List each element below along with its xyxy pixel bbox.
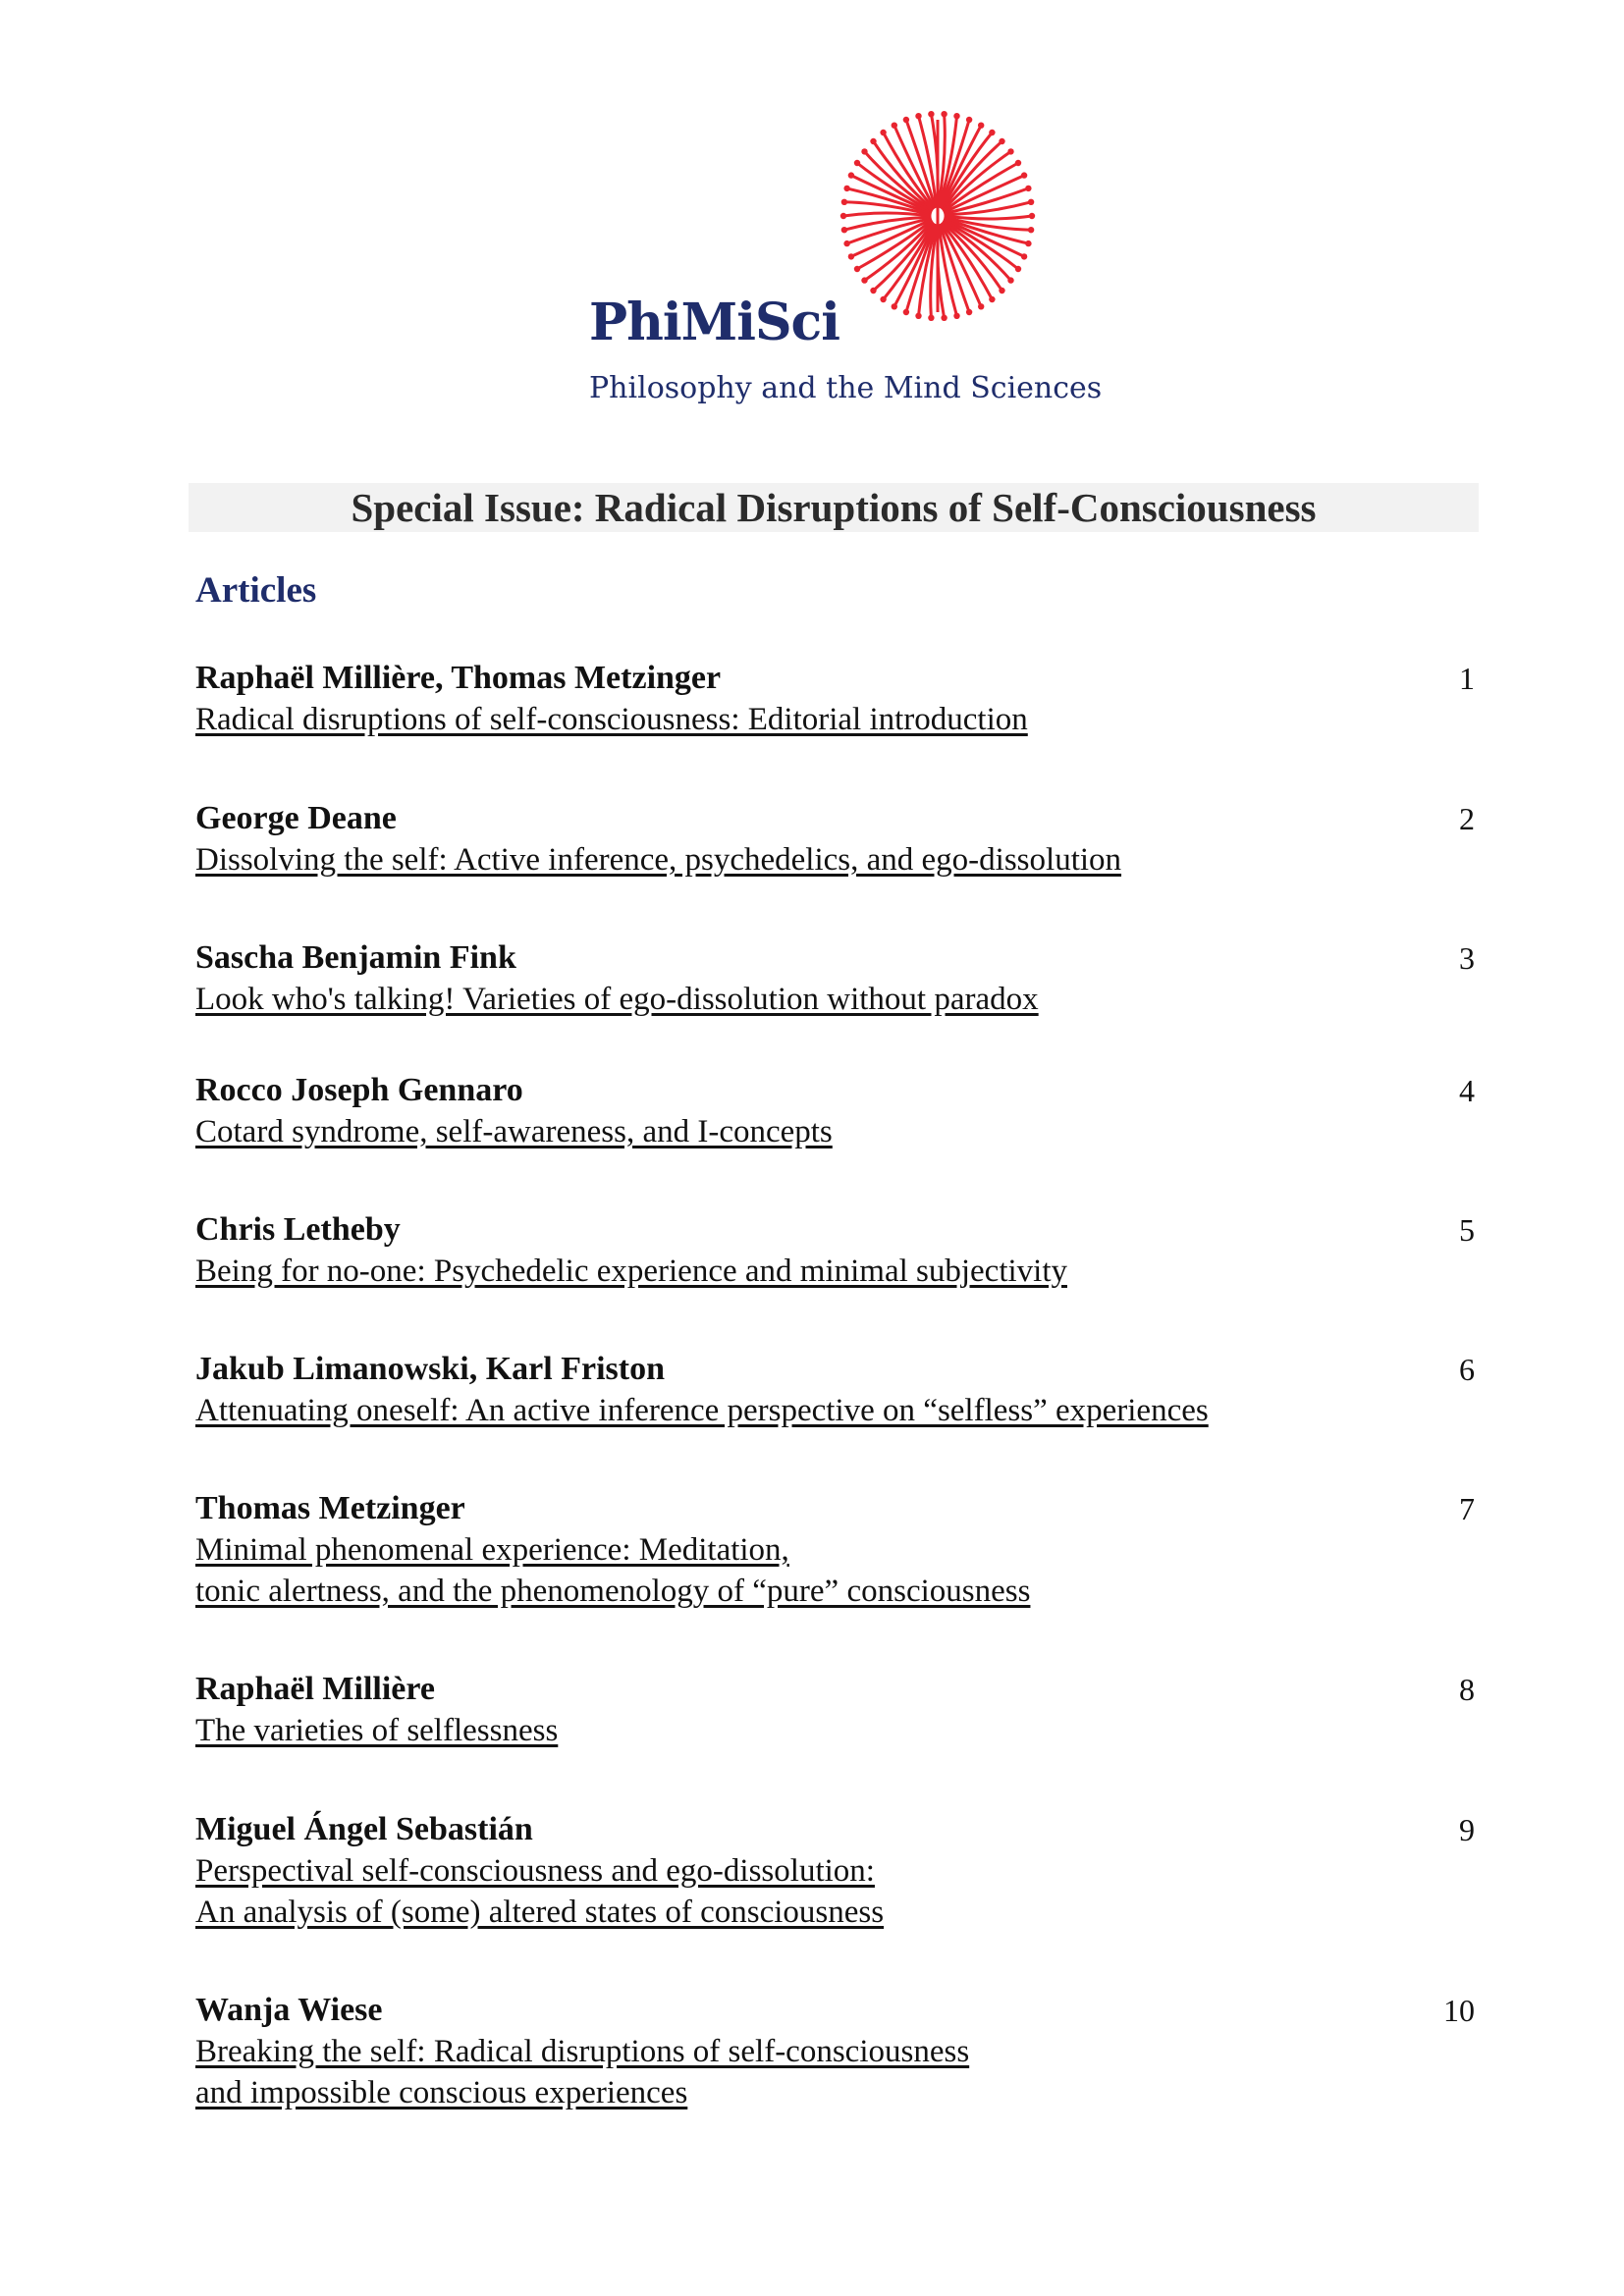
article-page-number: 2 bbox=[1459, 801, 1475, 836]
article-authors: Sascha Benjamin Fink bbox=[195, 939, 516, 976]
article-title-link[interactable]: tonic alertness, and the phenomenology of “pure” consciousness bbox=[195, 1574, 1031, 1609]
article-title-link[interactable]: Perspectival self-consciousness and ego-dissolution: bbox=[195, 1853, 875, 1889]
article-entry bbox=[195, 1488, 1482, 1612]
article-entry bbox=[195, 1349, 1482, 1431]
article-page-number: 4 bbox=[1459, 1073, 1475, 1108]
article-authors: Thomas Metzinger bbox=[195, 1490, 465, 1526]
article-entry bbox=[195, 1669, 1482, 1751]
article-page-number: 7 bbox=[1459, 1491, 1475, 1526]
logo-mark-icon bbox=[835, 108, 1041, 324]
article-title-link[interactable]: Cotard syndrome, self-awareness, and I-concepts bbox=[195, 1114, 833, 1149]
article-authors: Raphaël Millière bbox=[195, 1671, 435, 1707]
article-title-link[interactable]: Attenuating oneself: An active inference perspective on “selfless” experiences bbox=[195, 1393, 1209, 1428]
article-entry bbox=[195, 1209, 1482, 1292]
article-entry bbox=[195, 1070, 1482, 1152]
article-authors: Raphaël Millière, Thomas Metzinger bbox=[195, 660, 722, 696]
article-title-link[interactable]: Minimal phenomenal experience: Meditation, bbox=[195, 1532, 789, 1568]
article-authors: Wanja Wiese bbox=[195, 1992, 383, 2028]
article-title-link[interactable]: Look who's talking! Varieties of ego-dissolution without paradox bbox=[195, 982, 1039, 1017]
article-entry bbox=[195, 1809, 1482, 1933]
journal-name: PhiMiSci bbox=[589, 293, 839, 352]
issue-title: Special Issue: Radical Disruptions of Self-Consciousness bbox=[351, 485, 1317, 530]
article-authors: Jakub Limanowski, Karl Friston bbox=[195, 1351, 665, 1387]
article-authors: George Deane bbox=[195, 800, 397, 836]
article-title-link[interactable]: Being for no-one: Psychedelic experience and minimal subjectivity bbox=[195, 1254, 1067, 1289]
article-entry bbox=[195, 798, 1482, 881]
article-title-link[interactable]: and impossible conscious experiences bbox=[195, 2075, 688, 2110]
article-authors: Miguel Ángel Sebastián bbox=[195, 1811, 533, 1847]
article-title-link[interactable]: Breaking the self: Radical disruptions of self-consciousness bbox=[195, 2034, 970, 2069]
article-entry bbox=[195, 658, 1482, 740]
journal-subtitle: Philosophy and the Mind Sciences bbox=[589, 371, 1103, 405]
section-heading-articles: Articles bbox=[195, 570, 317, 611]
article-page-number: 9 bbox=[1459, 1812, 1475, 1847]
article-page-number: 5 bbox=[1459, 1212, 1475, 1248]
article-page-number: 10 bbox=[1443, 1993, 1475, 2028]
article-authors: Rocco Joseph Gennaro bbox=[195, 1072, 523, 1108]
article-page-number: 1 bbox=[1459, 661, 1475, 696]
article-entry bbox=[195, 937, 1482, 1020]
article-title-link[interactable]: An analysis of (some) altered states of consciousness bbox=[195, 1895, 885, 1930]
article-title-link[interactable]: Dissolving the self: Active inference, psychedelics, and ego-dissolution bbox=[195, 842, 1122, 878]
article-page-number: 8 bbox=[1459, 1672, 1475, 1707]
article-title-link[interactable]: The varieties of selflessness bbox=[195, 1713, 559, 1748]
article-page-number: 6 bbox=[1459, 1352, 1475, 1387]
article-page-number: 3 bbox=[1459, 940, 1475, 976]
article-authors: Chris Letheby bbox=[195, 1211, 401, 1248]
journal-logo bbox=[589, 108, 1103, 422]
article-entry bbox=[195, 1990, 1482, 2113]
article-title-link[interactable]: Radical disruptions of self-consciousness: Editorial introduction bbox=[195, 702, 1028, 737]
